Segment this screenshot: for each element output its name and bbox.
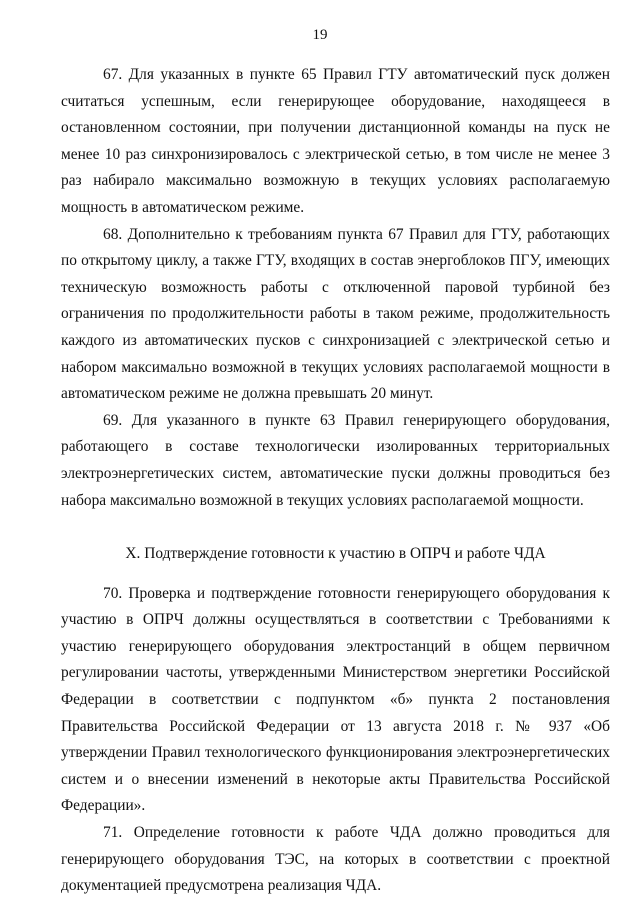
paragraph-68: 68. Дополнительно к требованиям пункта 67 Правил для ГТУ, работающих по открытому циклу, а также ГТУ, входящих в состав энергоблоков ПГУ, имеющих техническую возможность работы с отключенной паровой турбиной без ограничения по продолжительности работы в таком режиме, продолжительность каждого из автоматических пусков с синхронизацией с электрической сетью и набором максимально возможной в текущих условиях располагаемой мощности в автоматическом режиме не должна превышать 20 минут. — [61, 225, 610, 403]
paragraph-71: 71. Определение готовности к работе ЧДА должно проводиться для генерирующего оборудования ТЭС, на которых в соответствии с проектной документацией предусмотрена реализация ЧДА. — [61, 824, 610, 895]
section-heading: X. Подтверждение готовности к участию в ОПРЧ и работе ЧДА — [125, 545, 546, 563]
page-number: 19 — [312, 27, 328, 43]
paragraph-70: 70. Проверка и подтверждение готовности генерирующего оборудования к участию в ОПРЧ должны осуществляться в соответствии с Требованиями к участию генерирующего оборудования электростанций в общем первичном регулировании частоты, утвержденными Министерством энергетики Российской Федерации в соответствии с подпунктом «б» пункта 2 постановления Правительства Российской Федерации от 13 августа 2018 г. № 937 «Об утверждении Правил технологического функционирования электроэнергетических систем и о внесении изменений в некоторые акты Правительства Российской Федерации». — [61, 584, 610, 815]
document-body — [61, 62, 610, 900]
paragraph-67: 67. Для указанных в пункте 65 Правил ГТУ автоматический пуск должен считаться успешным, если генерирующее оборудование, находящееся в остановленном состоянии, при получении дистанционной команды на пуск не менее 10 раз синхронизировалось с электрической сетью, в том числе не менее 3 раз набирало максимально возможную в текущих условиях располагаемую мощность в автоматическом режиме. — [61, 66, 610, 216]
paragraph-69: 69. Для указанного в пункте 63 Правил генерирующего оборудования, работающего в составе технологически изолированных территориальных электроэнергетических систем, автоматические пуски должны проводиться без набора максимально возможной в текущих условиях располагаемой мощности. — [61, 411, 610, 509]
